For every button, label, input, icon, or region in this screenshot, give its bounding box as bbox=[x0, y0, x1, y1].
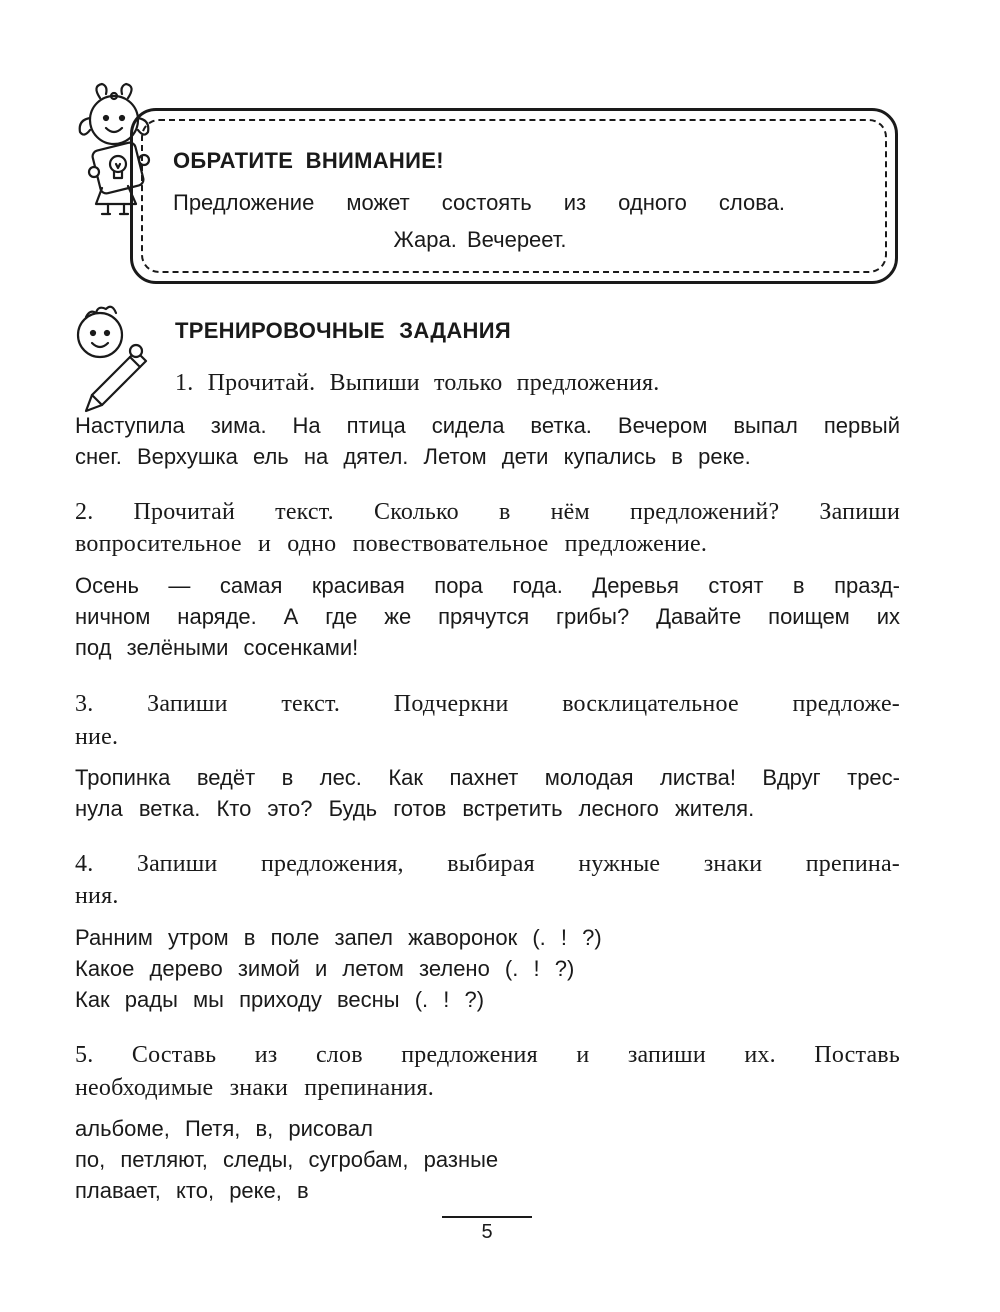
notice-title: ОБРАТИТЕ ВНИМАНИЕ! bbox=[173, 148, 444, 173]
task-4-instruction: 4. Запиши предложения, выбирая нужные знаки препина- bbox=[75, 851, 900, 877]
task-2-text-line: ничном наряде. А где же прячутся грибы? Давайте поищем их bbox=[75, 604, 900, 629]
notice-text: Предложение может состоять из одного слова. bbox=[173, 190, 785, 215]
task-5-instruction: 5. Составь из слов предложения и запиши их. Поставь bbox=[75, 1042, 900, 1068]
task-5-instruction: необходимые знаки препинания. bbox=[75, 1075, 434, 1101]
task-5-text-line: плавает, кто, реке, в bbox=[75, 1178, 309, 1203]
task-5-text-line: по, петляют, следы, сугробам, разные bbox=[75, 1147, 499, 1172]
page-number-rule bbox=[442, 1216, 532, 1218]
task-4-text-line: Ранним утром в поле запел жаворонок (. ! ?) bbox=[75, 925, 602, 950]
task-2-instruction: 2. Прочитай текст. Сколько в нём предложений? Запиши bbox=[75, 499, 900, 525]
task-3-instruction: ние. bbox=[75, 724, 119, 750]
task-4-instruction: ния. bbox=[75, 883, 119, 909]
task-1-instruction: 1. Прочитай. Выпиши только предложения. bbox=[175, 370, 660, 396]
task-5-text-line: альбоме, Петя, в, рисовал bbox=[75, 1116, 373, 1141]
task-4-text-line: Какое дерево зимой и летом зелено (. ! ?) bbox=[75, 956, 575, 981]
task-1-text-line: снег. Верхушка ель на дятел. Летом дети купались в реке. bbox=[75, 444, 751, 469]
page-number: 5 bbox=[481, 1221, 493, 1243]
task-2-text-line: Осень — самая красивая пора года. Деревья стоят в празд- bbox=[75, 573, 900, 598]
task-3-text-line: нула ветка. Кто это? Будь готов встретить лесного жителя. bbox=[75, 796, 755, 821]
task-2-instruction: вопросительное и одно повествовательное предложение. bbox=[75, 531, 708, 557]
task-1-text-line: Наступила зима. На птица сидела ветка. Вечером выпал первый bbox=[75, 413, 900, 438]
section-title: ТРЕНИРОВОЧНЫЕ ЗАДАНИЯ bbox=[175, 318, 511, 343]
notice-example: Жара. Вечереет. bbox=[393, 227, 567, 252]
task-4-text-line: Как рады мы приходу весны (. ! ?) bbox=[75, 987, 485, 1012]
boy-with-pencil-icon bbox=[72, 305, 152, 405]
task-2-text-line: под зелёными сосенками! bbox=[75, 635, 359, 660]
task-3-text-line: Тропинка ведёт в лес. Как пахнет молодая листва! Вдруг трес- bbox=[75, 765, 900, 790]
task-3-instruction: 3. Запиши текст. Подчеркни восклицательное предложе- bbox=[75, 691, 900, 717]
